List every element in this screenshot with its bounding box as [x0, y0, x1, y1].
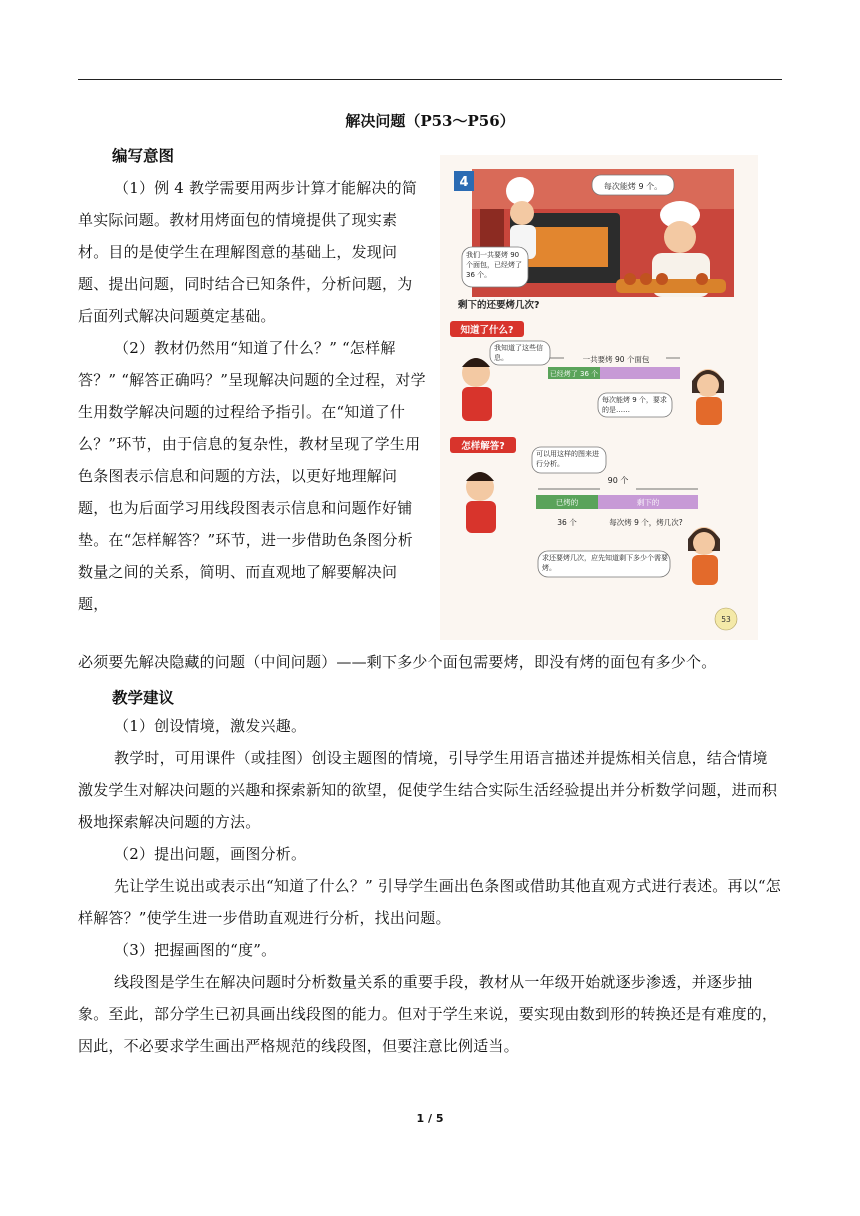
scene-question: 剩下的还要烤几次? [458, 300, 540, 311]
page-badge-number: 53 [721, 615, 731, 624]
intent-text-column [78, 172, 426, 620]
boy-speech-text-1: 我知道了这些信息。 [494, 344, 543, 362]
know-section-label: 知道了什么? [460, 325, 514, 336]
intent-paragraph-2: （2）教材仍然用“知道了什么？” “怎样解答？” “解答正确吗？”呈现解决问题的全过程，对学生用数学解决问题的过程给予指引。在“知道了什么？”环节，由于信息的复杂性，教材呈现了学生用色条图表示信息和问题的方法，以更好地理解问题，也为后面学习用线段图表示信息和问题作好铺垫。在“怎样解答？”环节，进一步借助色条图分析数量之间的关系，简明、而直观地了解要解决问题， [78, 339, 426, 613]
advice-paragraph-3: 线段图是学生在解决问题时分析数量关系的重要手段，教材从一年级开始就逐步渗透，并逐步抽象。至此，部分学生已初具画出线段图的能力。但对于学生来说，要实现由数到形的转换还是有难度的，因此，不必要求学生画出严格规范的线段图，但要注意比例适当。 [78, 973, 778, 1055]
baked-count: 36 个 [557, 518, 577, 527]
baker-speech-text: 我们一共要烤 90 个面包，已经烤了 36 个。 [466, 251, 522, 279]
total-count: 90 个 [607, 476, 629, 485]
advice-paragraph-2: 先让学生说出或表示出“知道了什么？” 引导学生画出色条图或借助其他直观方式进行表述。再以“怎样解答？”使学生进一步借助直观进行分析，找出问题。 [78, 877, 781, 927]
section-heading-intent: 编写意图 [112, 146, 175, 165]
remaining-part-label: 剩下的 [636, 498, 660, 507]
advice-subheading-3: （3）把握画图的“度”。 [114, 941, 277, 959]
girl-speech-text-2: 求还要烤几次，应先知道剩下多少个需要烤。 [542, 554, 668, 572]
remaining-color-bar [600, 367, 680, 379]
advice-subheading-2: （2）提出问题，画图分析。 [114, 845, 307, 863]
total-bread-label: 一共要烤 90 个面包 [582, 355, 650, 364]
example-number: 4 [459, 175, 469, 190]
page-title: 解决问题（P53～P56） [345, 112, 515, 130]
boy-speech-text-2: 可以用这样的图来进行分析。 [536, 450, 599, 468]
girl-body [696, 397, 722, 425]
textbook-illustration [440, 155, 758, 640]
chef-speech-text: 每次能烤 9 个。 [603, 182, 663, 191]
chef-hat [506, 177, 534, 205]
advice-text-block [78, 710, 782, 1062]
baked-bar-label: 已经烤了 36 个 [549, 370, 599, 378]
chef-face [510, 201, 534, 225]
boy-body [462, 387, 492, 421]
head-chef-face [664, 221, 696, 253]
intent-paragraph-2-continued [78, 646, 782, 678]
page-number: 1 / 5 [416, 1112, 444, 1125]
intent-paragraph-2-tail: 必须要先解决隐藏的问题（中间问题）——剩下多少个面包需要烤，即没有烤的面包有多少个。 [78, 653, 717, 671]
boy-body-2 [466, 501, 496, 533]
illustration-canvas [440, 155, 758, 640]
baked-part-label: 已烤的 [555, 498, 579, 507]
advice-subheading-1: （1）创设情境，激发兴趣。 [114, 717, 307, 735]
advice-paragraph-1: 教学时，可用课件（或挂图）创设主题图的情境，引导学生用语言描述并提炼相关信息，结合情境激发学生对解决问题的兴趣和探索新知的欲望，促使学生结合实际生活经验提出并分析数学问题，进而积极地探索解决问题的方法。 [78, 749, 778, 831]
how-section-label: 怎样解答? [461, 441, 505, 452]
each-time-question: 每次烤 9 个，烤几次? [609, 518, 683, 527]
section-heading-advice: 教学建议 [112, 688, 175, 707]
girl-speech-text-1: 每次能烤 9 个，要求的是…… [602, 396, 667, 414]
girl-body-2 [692, 555, 718, 585]
header-rule [78, 79, 782, 80]
intent-paragraph-1: （1）例 4 教学需要用两步计算才能解决的简单实际问题。教材用烤面包的情境提供了现实素材。目的是使学生在理解图意的基础上，发现问题、提出问题，同时结合已知条件，分析问题，为后面列式解决问题奠定基础。 [78, 179, 418, 325]
